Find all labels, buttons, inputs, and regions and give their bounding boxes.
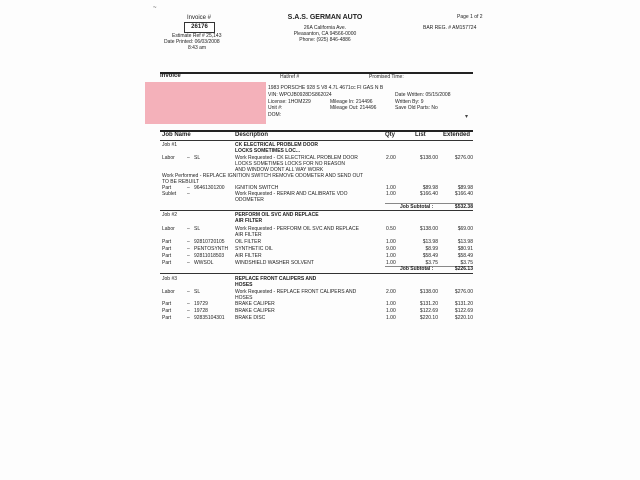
line-code: PENTOSYNTH	[194, 246, 229, 252]
line-type: Part	[162, 301, 172, 307]
job-subtotal-label: Job Subtotal :	[400, 204, 434, 210]
line-code: 19728	[194, 308, 208, 314]
line-sep: –	[187, 191, 190, 197]
date-printed: Date Printed: 06/03/2008	[164, 39, 220, 45]
table-header-bottom-rule	[160, 140, 473, 141]
line-sep: –	[187, 308, 190, 314]
line-qty: 1.00	[386, 191, 396, 197]
line-ext: $276.00	[454, 155, 473, 161]
vehicle-dom: DOM:	[268, 112, 282, 118]
line-desc-cont: LOCKS SOMETIMES LOCKS FOR NO REASON	[235, 161, 346, 167]
line-list: $131.20	[419, 301, 438, 307]
company-address-line1: 26A California Ave.	[303, 25, 347, 31]
line-desc-cont: AND WINDOW DONT ALL WAY WORK	[235, 167, 324, 173]
invoice-number-label: Invoice #	[186, 15, 211, 21]
line-sep: –	[187, 315, 190, 321]
line-qty: 1.00	[386, 308, 396, 314]
line-type: Part	[162, 253, 172, 259]
line-desc: Work Requested - REPAIR AND CALIBRATE VDO	[235, 191, 348, 197]
job-subtotal-label: Job Subtotal :	[400, 266, 434, 272]
job-title-line1: PERFORM OIL SVC AND REPLACE	[235, 212, 319, 218]
company-phone: Phone: (925) 846-4886	[299, 37, 351, 43]
line-sep: –	[187, 253, 190, 259]
line-list: $220.10	[419, 315, 438, 321]
line-desc: AIR FILTER	[235, 253, 262, 259]
line-type: Part	[162, 315, 172, 321]
line-list: $138.00	[419, 289, 438, 295]
line-type: Part	[162, 246, 172, 252]
section-title: Invoice	[160, 73, 181, 79]
line-code: 96461301200	[194, 185, 225, 191]
job-subtotal: $532.38	[454, 204, 473, 210]
line-desc: BRAKE CALIPER	[235, 301, 275, 307]
written-by: Written By: 9	[395, 99, 424, 105]
line-list: $13.98	[422, 239, 438, 245]
line-type: Sublet	[162, 191, 177, 197]
job-title-line1: CK ELECTRICAL PROBLEM DOOR	[235, 142, 318, 148]
bar-reg: BAR REG. # AM157724	[423, 25, 477, 31]
line-type: Part	[162, 185, 172, 191]
line-ext: $276.00	[454, 289, 473, 295]
line-qty: 1.00	[386, 253, 396, 259]
vehicle-vin: VIN: WPOJB0928DS862024	[268, 92, 332, 98]
line-sep: –	[187, 226, 190, 232]
line-ext: $58.49	[457, 253, 473, 259]
sublet-desc-cont: ODOMETER	[235, 197, 264, 203]
line-sep: –	[187, 260, 190, 266]
company-name: S.A.S. GERMAN AUTO	[287, 14, 363, 21]
line-desc: OIL FILTER	[235, 239, 262, 245]
line-list: $3.75	[425, 260, 438, 266]
line-qty: 2.00	[386, 289, 396, 295]
line-ext: $3.75	[460, 260, 473, 266]
line-code: 19729	[194, 301, 208, 307]
line-ext: $13.98	[457, 239, 473, 245]
line-sep: –	[187, 289, 190, 295]
vehicle-license: License: 1HOM229	[268, 99, 311, 105]
job-id: Job #1	[162, 142, 178, 148]
line-desc-cont: HOSES	[235, 295, 253, 301]
line-list: $166.40	[419, 191, 438, 197]
estimate-ref: Estimate Ref # 25,143	[172, 33, 222, 39]
line-code: 92835104301	[194, 315, 225, 321]
line-code: SL	[194, 226, 201, 232]
redacted-customer-info	[145, 82, 266, 124]
col-extended: Extended	[443, 132, 471, 138]
job-title-line2: LOCKS SOMETIMES LOC...	[235, 148, 301, 154]
header-rule	[160, 72, 473, 74]
line-desc: Work Requested - PERFORM OIL SVC AND REPLACE	[235, 226, 359, 232]
work-performed-line2: TO BE REBUILT	[162, 179, 200, 185]
mileage-in: Mileage In: 214496	[330, 99, 373, 105]
line-sep: –	[187, 185, 190, 191]
company-address-line2: Pleasanton, CA 94566-0000	[293, 31, 357, 37]
line-ext: $131.20	[454, 301, 473, 307]
col-description: Description	[235, 132, 269, 138]
table-header-top-rule	[160, 130, 473, 132]
job-title-line2: AIR FILTER	[235, 218, 263, 224]
line-list: $89.98	[422, 185, 438, 191]
pen-mark: ~	[153, 5, 157, 11]
col-job-name: Job Name	[162, 132, 191, 138]
line-list: $138.00	[419, 226, 438, 232]
line-list: $58.49	[422, 253, 438, 259]
line-code: SL	[194, 155, 201, 161]
line-qty: 1.00	[386, 301, 396, 307]
job-title-line1: REPLACE FRONT CALIPERS AND	[235, 276, 317, 282]
job-title-line2: HOSES	[235, 282, 253, 288]
line-qty: 2.00	[386, 155, 396, 161]
line-sep: –	[187, 155, 190, 161]
line-type: Part	[162, 308, 172, 314]
job-id: Job #2	[162, 212, 178, 218]
job-subtotal: $226.13	[454, 266, 473, 272]
job-divider	[160, 273, 473, 274]
line-sep: –	[187, 246, 190, 252]
line-desc: WINDSHIELD WASHER SOLVENT	[235, 260, 314, 266]
line-ext: $69.00	[457, 226, 473, 232]
job-divider	[160, 210, 473, 211]
line-code: WWSOL	[194, 260, 214, 266]
line-list: $8.99	[425, 246, 438, 252]
line-desc: Work Requested - REPLACE FRONT CALIPERS AND	[235, 289, 357, 295]
hat-ref-label: Hat/ref #	[280, 74, 300, 80]
line-desc: SYNTHETIC OIL	[235, 246, 273, 252]
line-qty: 1.00	[386, 185, 396, 191]
time-printed: 8:43 am	[188, 45, 207, 51]
line-code: 92811018503	[194, 253, 225, 259]
line-type: Part	[162, 239, 172, 245]
col-list: List	[415, 132, 426, 138]
line-desc-cont: AIR FILTER	[235, 232, 262, 238]
line-ext: $220.10	[454, 315, 473, 321]
line-type: Part	[162, 260, 172, 266]
line-type: Labor	[162, 226, 175, 232]
line-code: 92810720105	[194, 239, 225, 245]
page-number: Page 1 of 2	[457, 14, 483, 20]
work-performed-line1: Work Performed - REPLACE IGNITION SWITCH REMOVE ODOMETER AND SEND OUT	[162, 173, 364, 179]
line-qty: 1.00	[386, 239, 396, 245]
line-desc: Work Requested - CK ELECTRICAL PROBLEM DOOR	[235, 155, 358, 161]
line-desc: IGNITION SWITCH	[235, 185, 279, 191]
line-ext: $80.91	[457, 246, 473, 252]
line-list: $122.69	[419, 308, 438, 314]
date-written: Date Written: 05/15/2008	[395, 92, 451, 98]
line-desc: BRAKE DISC	[235, 315, 266, 321]
line-sep: –	[187, 301, 190, 307]
line-qty: 9.00	[386, 246, 396, 252]
line-code: SL	[194, 289, 201, 295]
line-ext: $166.40	[454, 191, 473, 197]
line-desc: BRAKE CALIPER	[235, 308, 275, 314]
down-arrow-mark: ▾	[465, 114, 469, 120]
line-type: Labor	[162, 155, 175, 161]
save-old-parts: Save Old Parts: No	[395, 105, 438, 111]
vehicle-unit: Unit #:	[268, 105, 283, 111]
line-qty: 1.00	[386, 315, 396, 321]
line-ext: $89.98	[457, 185, 473, 191]
mileage-out: Mileage Out: 214496	[330, 105, 377, 111]
line-sep: –	[187, 239, 190, 245]
col-qty: Qty	[385, 132, 396, 138]
line-type: Labor	[162, 289, 175, 295]
line-ext: $122.69	[454, 308, 473, 314]
promised-time-label: Promised Time:	[369, 74, 404, 80]
job-id: Job #3	[162, 276, 178, 282]
invoice-number: 26176	[184, 22, 215, 33]
line-qty: 1.00	[386, 260, 396, 266]
vehicle-description: 1983 PORSCHE 928 S V8 4.7L 4671cc FI GAS N B	[268, 85, 384, 91]
line-list: $138.00	[419, 155, 438, 161]
line-qty: 0.50	[386, 226, 396, 232]
